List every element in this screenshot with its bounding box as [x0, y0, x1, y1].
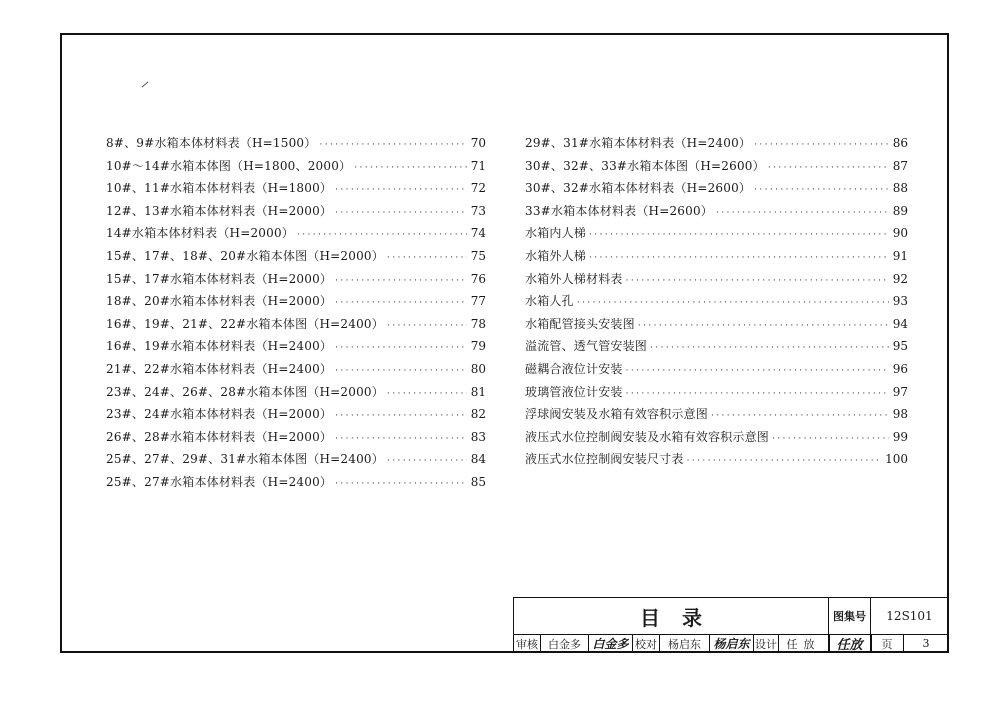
- toc-entry: [106, 134, 486, 157]
- toc-leader-dots: [626, 366, 889, 376]
- toc-entry: [525, 179, 908, 202]
- toc-entry-page: 87: [892, 158, 908, 173]
- toc-entry-title: 水箱外人梯: [525, 248, 587, 263]
- toc-entry-page: 80: [470, 361, 486, 376]
- toc-entry-page: 75: [470, 248, 486, 263]
- toc-entry-page: 71: [470, 158, 486, 173]
- toc-leader-dots: [650, 343, 889, 353]
- designer-name: 任放: [779, 634, 829, 653]
- checker-signature: 杨启东: [710, 634, 754, 653]
- toc-entry: [106, 405, 486, 428]
- toc-entry: [106, 450, 486, 473]
- toc-leader-dots: [626, 276, 889, 286]
- toc-leader-dots: [711, 411, 889, 421]
- toc-leader-dots: [577, 298, 889, 308]
- toc-entry: [106, 157, 486, 180]
- toc-leader-dots: [589, 253, 889, 263]
- toc-entry: [525, 360, 908, 383]
- reviewer-label: 审核: [514, 634, 541, 653]
- toc-right-column: [525, 134, 908, 473]
- toc-entry: [525, 428, 908, 451]
- toc-entry-title: 15#、17#、18#、20#水箱本体图（H=2000）: [106, 248, 384, 263]
- toc-entry-title: 12#、13#水箱本体材料表（H=2000）: [106, 203, 333, 218]
- toc-entry-title: 26#、28#水箱本体材料表（H=2000）: [106, 429, 333, 444]
- toc-leader-dots: [335, 411, 467, 421]
- page-label: 页: [871, 634, 904, 653]
- toc-entry: [106, 337, 486, 360]
- toc-entry-page: 93: [892, 294, 908, 309]
- toc-entry-page: 88: [892, 181, 908, 196]
- toc-entry-page: 73: [470, 203, 486, 218]
- toc-entry: [525, 224, 908, 247]
- reviewer-signature: 白金多: [589, 634, 633, 653]
- toc-leader-dots: [335, 298, 467, 308]
- toc-entry-page: 98: [892, 407, 908, 422]
- toc-entry-page: 92: [892, 271, 908, 286]
- toc-entry: [106, 360, 486, 383]
- checker-label: 校对: [633, 634, 660, 653]
- toc-entry: [525, 270, 908, 293]
- toc-entry-title: 水箱配管接头安装图: [525, 316, 635, 331]
- toc-leader-dots: [335, 208, 467, 218]
- toc-entry-page: 86: [892, 136, 908, 150]
- toc-leader-dots: [626, 389, 889, 399]
- toc-entry-title: 18#、20#水箱本体材料表（H=2000）: [106, 294, 333, 309]
- toc-leader-dots: [387, 253, 467, 263]
- toc-leader-dots: [772, 434, 889, 444]
- toc-entry-title: 水箱外人梯材料表: [525, 271, 623, 286]
- toc-entry-title: 溢流管、透气管安装图: [525, 339, 648, 354]
- title-block: [513, 597, 949, 653]
- toc-leader-dots: [387, 321, 467, 331]
- toc-entry: [106, 270, 486, 293]
- toc-entry: [106, 292, 486, 315]
- toc-entry-title: 25#、27#水箱本体材料表（H=2400）: [106, 474, 333, 489]
- toc-leader-dots: [716, 208, 889, 218]
- toc-entry: [525, 337, 908, 360]
- toc-leader-dots: [354, 163, 467, 173]
- toc-entry: [525, 450, 908, 473]
- toc-entry: [106, 247, 486, 270]
- toc-entry: [525, 202, 908, 225]
- toc-entry-title: 水箱人孔: [525, 294, 574, 309]
- toc-entry-title: 23#、24#水箱本体材料表（H=2000）: [106, 407, 333, 422]
- toc-entry: [525, 292, 908, 315]
- toc-entry-page: 81: [470, 384, 486, 399]
- toc-entry-title: 15#、17#水箱本体材料表（H=2000）: [106, 271, 333, 286]
- toc-entry-page: 77: [470, 294, 486, 309]
- toc-entry: [525, 157, 908, 180]
- toc-entry-title: 30#、32#、33#水箱本体图（H=2600）: [525, 158, 765, 173]
- toc-leader-dots: [754, 185, 889, 195]
- toc-entry-title: 30#、32#水箱本体材料表（H=2600）: [525, 181, 752, 196]
- toc-leader-dots: [335, 479, 467, 489]
- toc-entry: [106, 428, 486, 451]
- toc-entry-title: 14#水箱本体材料表（H=2000）: [106, 226, 294, 241]
- toc-leader-dots: [589, 230, 889, 240]
- toc-entry-title: 液压式水位控制阀安装尺寸表: [525, 452, 684, 467]
- toc-entry-title: 浮球阀安装及水箱有效容积示意图: [525, 407, 709, 422]
- toc-leader-dots: [387, 456, 467, 466]
- toc-entry-page: 97: [892, 384, 908, 399]
- toc-entry: [106, 202, 486, 225]
- atlas-number-label: 图集号: [829, 598, 871, 634]
- toc-leader-dots: [335, 276, 467, 286]
- toc-leader-dots: [319, 140, 467, 150]
- toc-entry-page: 82: [470, 407, 486, 422]
- toc-entry-page: 79: [470, 339, 486, 354]
- atlas-number: 12S101: [886, 609, 933, 623]
- toc-entry-page: 78: [470, 316, 486, 331]
- toc-entry-page: 90: [892, 226, 908, 241]
- toc-entry: [106, 473, 486, 496]
- toc-leader-dots: [335, 434, 467, 444]
- toc-leader-dots: [335, 185, 467, 195]
- toc-entry-page: 96: [892, 361, 908, 376]
- toc-entry-title: 10#～14#水箱本体图（H=1800、2000）: [106, 158, 352, 173]
- toc-leader-dots: [687, 456, 882, 466]
- toc-entry-page: 91: [892, 248, 908, 263]
- toc-entry-title: 磁耦合液位计安装: [525, 361, 623, 376]
- toc-entry-title: 8#、9#水箱本体材料表（H=1500）: [106, 136, 317, 150]
- toc-leader-dots: [387, 389, 467, 399]
- toc-entry-page: 76: [470, 271, 486, 286]
- toc-entry-title: 玻璃管液位计安装: [525, 384, 623, 399]
- page-number: 3: [922, 637, 930, 650]
- toc-entry: [106, 383, 486, 406]
- toc-entry: [525, 134, 908, 157]
- toc-entry: [106, 315, 486, 338]
- toc-leader-dots: [754, 140, 889, 150]
- toc-entry-title: 16#、19#水箱本体材料表（H=2400）: [106, 339, 333, 354]
- toc-leader-dots: [335, 343, 467, 353]
- toc-entry-title: 21#、22#水箱本体材料表（H=2400）: [106, 361, 333, 376]
- toc-leader-dots: [297, 230, 467, 240]
- toc-entry-title: 25#、27#、29#、31#水箱本体图（H=2400）: [106, 452, 384, 467]
- toc-entry: [525, 383, 908, 406]
- toc-entry-page: 99: [892, 429, 908, 444]
- designer-label: 设计: [754, 634, 779, 653]
- toc-entry-page: 89: [892, 203, 908, 218]
- toc-entry: [525, 247, 908, 270]
- toc-entry-page: 83: [470, 429, 486, 444]
- toc-entry-title: 液压式水位控制阀安装及水箱有效容积示意图: [525, 429, 770, 444]
- toc-entry-title: 水箱内人梯: [525, 226, 587, 241]
- toc-entry: [525, 405, 908, 428]
- toc-entry-page: 95: [892, 339, 908, 354]
- toc-entry-page: 84: [470, 452, 486, 467]
- toc-entry-page: 72: [470, 181, 486, 196]
- toc-left-column: [106, 134, 486, 496]
- drawing-title: 目录: [514, 598, 829, 634]
- toc-entry-page: 100: [885, 452, 908, 467]
- toc-leader-dots: [768, 163, 889, 173]
- toc-entry-title: 23#、24#、26#、28#水箱本体图（H=2000）: [106, 384, 384, 399]
- toc-entry-page: 70: [470, 136, 486, 150]
- toc-entry: [525, 315, 908, 338]
- toc-entry-title: 10#、11#水箱本体材料表（H=1800）: [106, 181, 333, 196]
- toc-entry-page: 94: [892, 316, 908, 331]
- toc-leader-dots: [335, 366, 467, 376]
- toc-entry-page: 74: [470, 226, 486, 241]
- toc-entry-title: 33#水箱本体材料表（H=2600）: [525, 203, 713, 218]
- toc-leader-dots: [638, 321, 889, 331]
- toc-entry-title: 16#、19#、21#、22#水箱本体图（H=2400）: [106, 316, 384, 331]
- toc-entry: [106, 224, 486, 247]
- designer-signature: 任放: [829, 634, 871, 653]
- checker-name: 杨启东: [660, 634, 710, 653]
- toc-entry: [106, 179, 486, 202]
- toc-entry-page: 85: [470, 474, 486, 489]
- toc-entry-title: 29#、31#水箱本体材料表（H=2400）: [525, 136, 752, 150]
- reviewer-name: 白金多: [541, 634, 589, 653]
